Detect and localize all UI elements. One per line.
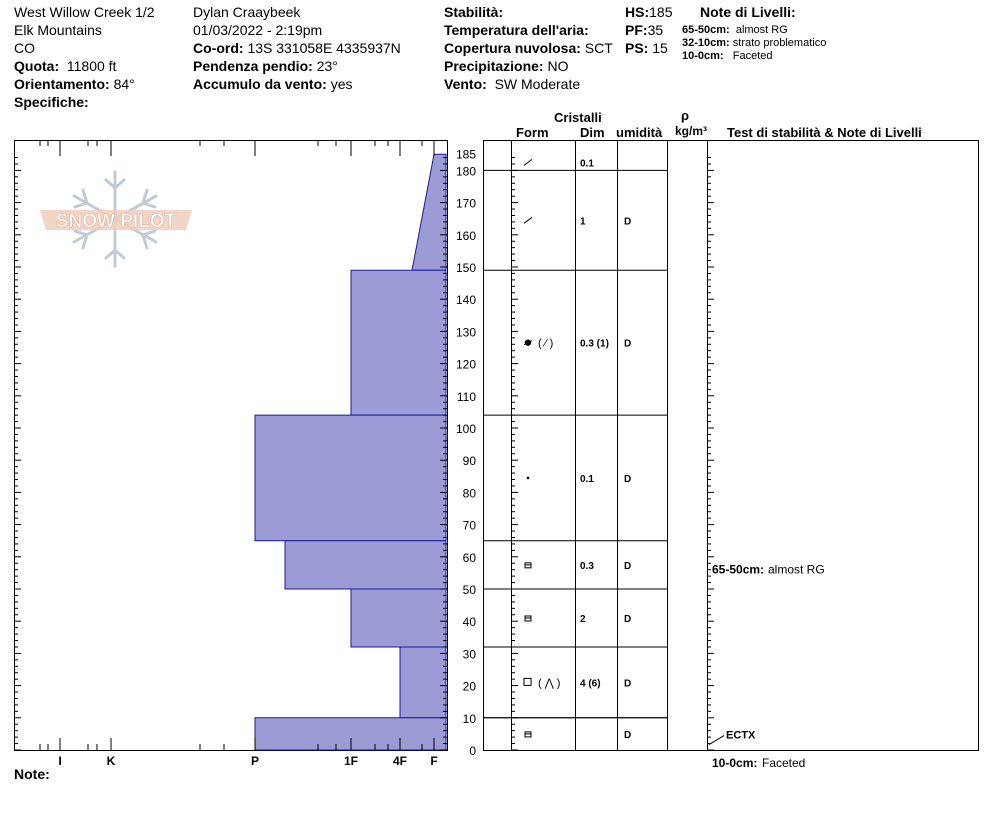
hardness-layer	[285, 541, 446, 589]
form-header: Form	[516, 125, 549, 140]
pf-value: 35	[647, 22, 664, 38]
note-label: Note:	[14, 766, 50, 782]
aspect-label: Orientamento:	[14, 76, 110, 92]
wind-value: SW Moderate	[494, 76, 581, 92]
decomposing-fragments-icon	[524, 159, 532, 165]
decomposing-fragments-icon	[524, 217, 532, 223]
hardness-layer	[351, 589, 446, 647]
stability-notes-frame	[708, 141, 979, 751]
depth-axis-label: 150	[455, 261, 476, 275]
depth-axis-label: 10	[462, 711, 476, 726]
layer-comment-text: Faceted	[762, 755, 806, 770]
layer-note-text: strato problematico	[732, 37, 827, 49]
depth-axis-label: 180	[455, 164, 476, 179]
depth-axis-label: 60	[462, 550, 476, 565]
hardness-tick-label: I	[58, 754, 62, 768]
wind-label: Vento:	[444, 76, 487, 92]
hardness-layer	[412, 154, 446, 270]
moisture-value: D	[624, 729, 632, 741]
hardness-tick-label: 4F	[392, 754, 408, 768]
stability-notes-header: Test di stabilità & Note di Livelli	[727, 125, 922, 140]
depth-hoar-icon: ( ⋀ )	[538, 677, 561, 690]
coord-value: 13S 331058E 4335937N	[247, 40, 401, 56]
layer-note-range: 10-0cm:	[682, 50, 724, 62]
depth-axis-label: 90	[462, 454, 476, 469]
crystal-form-fcicon	[525, 732, 531, 737]
layer-note-text: Faceted	[732, 50, 773, 62]
snowpilot-logo	[40, 172, 192, 266]
slope-value: 23°	[316, 58, 338, 74]
depth-axis-label: 100	[455, 422, 476, 436]
depth-axis-label: 0	[469, 744, 476, 758]
rho-header: ρ	[681, 108, 690, 123]
ps-label: PS:	[625, 40, 649, 56]
hs-label: HS:	[625, 4, 650, 20]
hardness-tick-label: 1F	[343, 754, 359, 768]
crystal-size: 0.1	[580, 158, 594, 170]
depth-axis-label: 40	[462, 615, 476, 630]
observer: Dylan Craaybeek	[193, 4, 301, 20]
crystal-form-rgicon	[527, 477, 530, 480]
density-unit-header: kg/m³	[675, 124, 708, 138]
depth-axis-label: 130	[455, 325, 476, 340]
crystal-size: 1	[580, 216, 586, 228]
aspect-value: 84°	[113, 76, 135, 92]
crystal-form-dficon	[524, 159, 532, 165]
layer-notes-title: Note di Livelli:	[700, 4, 796, 20]
secondary-form-label: ( ⁄ )	[538, 337, 554, 350]
moisture-value: D	[624, 560, 632, 572]
elevation-value: 11800 ft	[66, 58, 117, 74]
depth-axis-label: 170	[455, 196, 476, 211]
hardness-tick-label: F	[430, 754, 438, 768]
depth-axis-label: 185	[455, 147, 476, 162]
faceted-crystals-icon	[524, 678, 531, 685]
moisture-value: D	[624, 338, 632, 350]
layer-note-text: almost RG	[735, 24, 788, 36]
depth-axis-label: 50	[462, 583, 476, 597]
hardness-tick-label: P	[250, 754, 260, 768]
wind-loading-label: Accumulo da vento:	[193, 76, 327, 92]
crystals-header: Cristalli	[554, 110, 602, 125]
layer-note-range: 32-10cm:	[682, 37, 730, 49]
elevation-label: Quota:	[14, 58, 60, 74]
depth-axis-label: 140	[455, 293, 476, 308]
moisture-value: D	[624, 613, 632, 625]
depth-axis-label: 20	[462, 679, 476, 694]
cloud-value: SCT	[584, 40, 613, 56]
crystal-size: 0.3 (1)	[580, 338, 609, 350]
depth-axis-label: 160	[455, 228, 476, 243]
date-time: 01/03/2022 - 2:19pm	[193, 22, 323, 38]
slope-label: Pendenza pendio:	[193, 58, 313, 74]
crystal-form-fcicon	[525, 563, 531, 568]
hs-value: 185	[649, 4, 673, 20]
crystal-size: 4 (6)	[580, 678, 601, 690]
stability-test-leader	[709, 736, 724, 745]
precip-value: NO	[547, 58, 569, 74]
crystal-form-fc-dh-icon	[524, 677, 560, 689]
layer-comment-range: 10-0cm:	[712, 755, 758, 770]
crystal-table-frame	[484, 141, 708, 751]
crystal-size: 0.3	[580, 560, 594, 572]
crystal-form-dficon	[524, 217, 532, 223]
specifics-label: Specifiche:	[14, 94, 89, 110]
moisture-value: D	[624, 473, 632, 485]
crystal-size: 2	[580, 613, 586, 625]
depth-axis-label: 70	[462, 518, 476, 533]
air-temp-label: Temperatura dell'aria:	[444, 22, 589, 38]
moisture-value: D	[624, 216, 632, 228]
layer-note-range: 65-50cm:	[682, 24, 730, 36]
rounded-grains-icon	[527, 477, 530, 480]
crystal-form-rg-df-icon	[524, 338, 553, 350]
hardness-layer	[351, 270, 446, 415]
coord-label: Co-ord:	[193, 40, 244, 56]
cloud-label: Copertura nuvolosa:	[444, 40, 581, 56]
depth-axis-label: 110	[456, 389, 476, 404]
layer-comment-text: almost RG	[768, 562, 825, 577]
size-header: Dim	[580, 125, 605, 140]
hardness-layer	[255, 415, 446, 541]
location: West Willow Creek 1/2	[14, 4, 155, 20]
depth-axis-label: 30	[462, 647, 476, 662]
hardness-layer	[400, 647, 446, 718]
moisture-value: D	[624, 678, 632, 690]
moisture-header: umidità	[616, 125, 663, 140]
state: CO	[14, 40, 35, 56]
crystal-size: 0.1	[580, 473, 594, 485]
layer-comment-range: 65-50cm:	[712, 562, 765, 577]
depth-axis-label: 80	[462, 486, 476, 501]
precip-label: Precipitazione:	[444, 58, 544, 74]
stability-label: Stabilità:	[444, 4, 504, 20]
stability-test-label: ECTX	[726, 729, 756, 742]
hardness-tick-label: K	[106, 754, 116, 768]
logo-text: SNOW PILOT	[55, 211, 177, 232]
crystal-form-fcicon	[525, 616, 531, 621]
pf-label: PF:	[625, 22, 648, 38]
ps-value: 15	[652, 40, 668, 56]
wind-loading-value: yes	[330, 76, 353, 92]
mountain-range: Elk Mountains	[14, 22, 102, 38]
depth-axis-label: 120	[455, 357, 476, 372]
